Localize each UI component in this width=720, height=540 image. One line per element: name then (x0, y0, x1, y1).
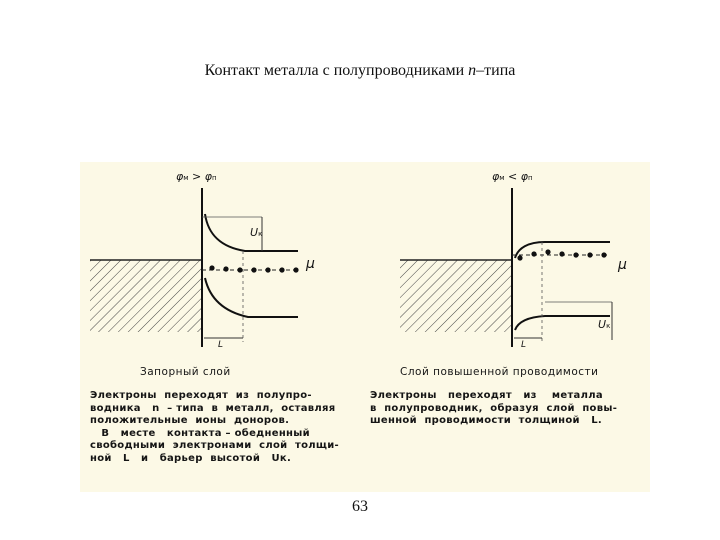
left-work-function-relation: φм > φп (176, 170, 217, 183)
scanned-figure (80, 162, 650, 492)
title-n-letter: n (468, 62, 477, 79)
right-caption: Слой повышенной проводимости (400, 366, 599, 378)
right-L-label: L (521, 340, 527, 350)
left-metal-hatch (90, 260, 202, 332)
right-mu-label: μ (618, 257, 627, 273)
title-text: Контакт металла с полупроводниками (204, 62, 469, 79)
page-number: 63 (352, 498, 368, 515)
title-suffix: –типа (476, 62, 516, 79)
right-band-diagram (400, 188, 612, 347)
right-electrons (517, 249, 606, 260)
left-caption: Запорный слой (140, 366, 231, 378)
right-paragraph: Электроны переходят из металла в полупроводник, образуя слой повы- шенной проводимости толщиной L. (370, 390, 618, 426)
right-valence-band (515, 316, 610, 330)
left-mu-label: μ (306, 256, 315, 272)
right-metal-hatch (400, 260, 512, 332)
left-electrons (209, 265, 298, 272)
left-band-diagram (90, 188, 299, 347)
left-L-label: L (218, 340, 224, 350)
left-valence-band (205, 278, 298, 317)
left-uk-label: Uк (250, 226, 263, 239)
slide-title (0, 62, 720, 80)
left-paragraph: Электроны переходят из полупро- водника n – типа в металл, оставляя положительные ионы доноров. В месте контакта – обедненный свободными электронами слой толщи- ной L и барьер высотой Uк. (90, 390, 339, 464)
right-uk-label: Uк (598, 318, 611, 331)
right-work-function-relation: φм < φп (492, 170, 533, 183)
